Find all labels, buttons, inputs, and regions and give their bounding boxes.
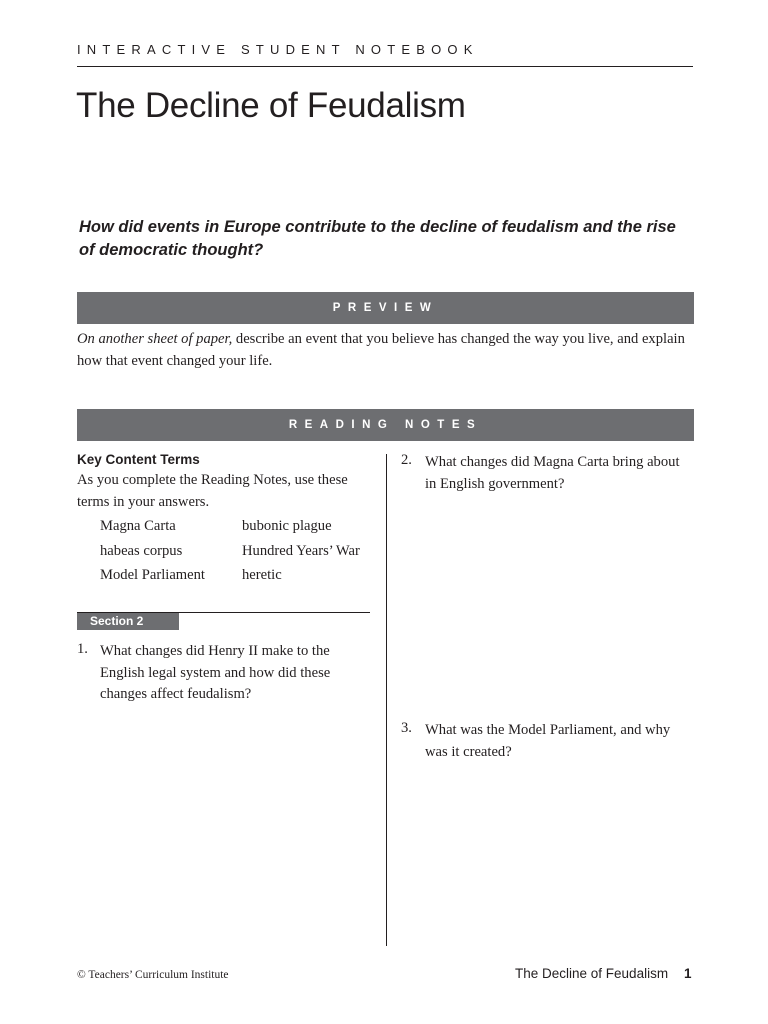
- question-3-number: 3.: [401, 720, 412, 736]
- term-model-parliament: Model Parliament: [100, 567, 205, 583]
- header-rule: [77, 66, 693, 67]
- key-terms-intro: As you complete the Reading Notes, use these terms in your answers.: [77, 472, 348, 510]
- running-head: INTERACTIVE STUDENT NOTEBOOK: [77, 42, 479, 57]
- key-terms-title: Key Content Terms: [77, 452, 200, 467]
- preview-text: [77, 329, 693, 372]
- footer-copyright: © Teachers’ Curriculum Institute: [77, 969, 229, 981]
- term-bubonic-plague: bubonic plague: [242, 518, 332, 534]
- preview-banner: PREVIEW: [77, 292, 694, 324]
- term-heretic: heretic: [242, 567, 282, 583]
- preview-text-italic: On another sheet of paper,: [77, 331, 233, 347]
- footer-page-title: The Decline of Feudalism: [515, 966, 669, 981]
- section-label: Section 2: [77, 613, 179, 630]
- page-title: The Decline of Feudalism: [76, 86, 466, 125]
- question-2-text: What changes did Magna Carta bring about in English government?: [425, 454, 680, 492]
- question-2-number: 2.: [401, 452, 412, 468]
- term-habeas-corpus: habeas corpus: [100, 543, 183, 559]
- question-3-text: What was the Model Parliament, and why was it created?: [425, 722, 671, 760]
- reading-notes-banner: READING NOTES: [77, 409, 694, 441]
- column-divider: [386, 454, 387, 946]
- term-hundred-years-war: Hundred Years’ War: [242, 543, 360, 559]
- footer-page-number: 1: [684, 966, 692, 981]
- question-1-text: What changes did Henry II make to the English legal system and how did these changes affect feudalism?: [100, 643, 331, 702]
- term-magna-carta: Magna Carta: [100, 518, 176, 534]
- preview-text-rest: describe an event that you believe has changed the way you live, and explain how that event changed your life.: [77, 331, 685, 369]
- essential-question: How did events in Europe contribute to the decline of feudalism and the rise of democratic thought?: [79, 218, 676, 259]
- question-1-number: 1.: [77, 641, 88, 657]
